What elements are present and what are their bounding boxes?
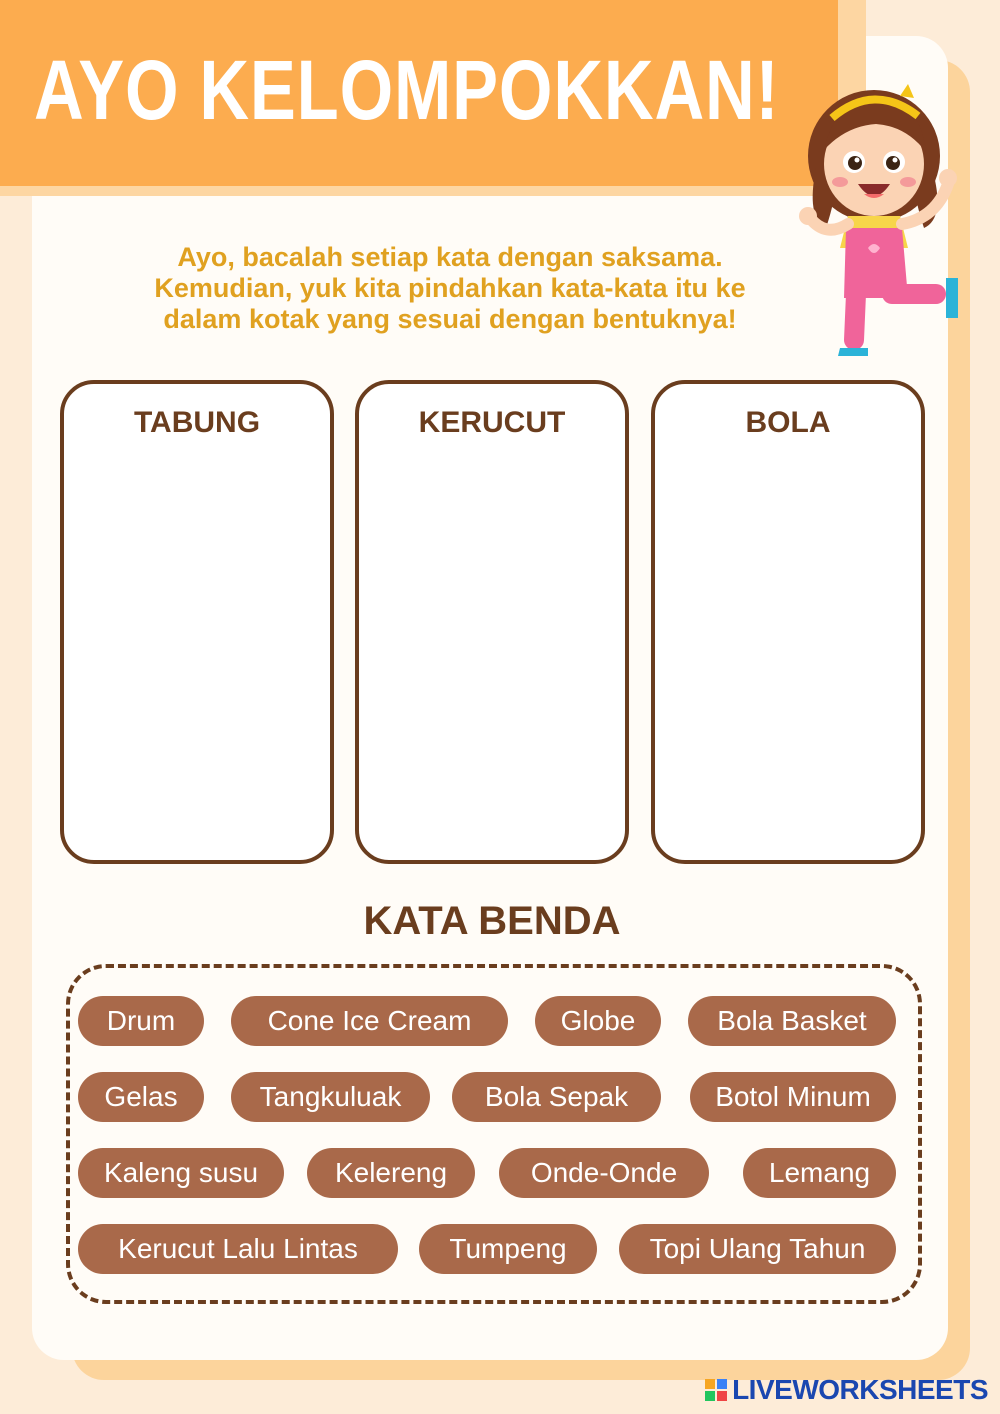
word-chip-cone-ice-cream[interactable]: Cone Ice Cream xyxy=(231,996,508,1046)
drop-zone-tabung[interactable] xyxy=(76,454,318,846)
word-chip-tumpeng[interactable]: Tumpeng xyxy=(419,1224,597,1274)
category-box-bola[interactable] xyxy=(651,380,925,864)
word-chip-drum[interactable]: Drum xyxy=(78,996,204,1046)
instruction-line-2: Kemudian, yuk kita pindahkan kata-kata itu ke xyxy=(154,273,746,303)
word-chip-kaleng-susu[interactable]: Kaleng susu xyxy=(78,1148,284,1198)
liveworksheets-brand[interactable] xyxy=(704,1374,988,1406)
word-bank-title: KATA BENDA xyxy=(363,899,621,943)
drop-zone-bola[interactable] xyxy=(667,454,909,846)
category-label-bola: BOLA xyxy=(745,406,831,439)
word-chip-onde-onde[interactable]: Onde-Onde xyxy=(499,1148,709,1198)
category-label-kerucut: KERUCUT xyxy=(418,406,566,439)
category-box-kerucut[interactable] xyxy=(355,380,629,864)
word-chip-lemang[interactable]: Lemang xyxy=(743,1148,896,1198)
category-box-tabung[interactable] xyxy=(60,380,334,864)
word-chip-topi-ulang-tahun[interactable]: Topi Ulang Tahun xyxy=(619,1224,896,1274)
instruction-line-3: dalam kotak yang sesuai dengan bentuknya! xyxy=(163,304,737,334)
page-title: AYO KELOMPOKKAN! xyxy=(34,43,780,137)
word-chip-botol-minum[interactable]: Botol Minum xyxy=(690,1072,896,1122)
brand-name: LIVEWORKSHEETS xyxy=(732,1374,988,1405)
word-chip-kelereng[interactable]: Kelereng xyxy=(307,1148,475,1198)
word-chip-bola-sepak[interactable]: Bola Sepak xyxy=(452,1072,661,1122)
word-chip-bola-basket[interactable]: Bola Basket xyxy=(688,996,896,1046)
instruction-line-1: Ayo, bacalah setiap kata dengan saksama. xyxy=(177,242,723,272)
word-chip-globe[interactable]: Globe xyxy=(535,996,661,1046)
word-chip-gelas[interactable]: Gelas xyxy=(78,1072,204,1122)
drop-zone-kerucut[interactable] xyxy=(371,454,613,846)
instruction-text xyxy=(60,242,840,335)
category-label-tabung: TABUNG xyxy=(133,406,261,439)
liveworksheets-logo-icon xyxy=(704,1378,728,1402)
word-chip-kerucut-lalu-lintas[interactable]: Kerucut Lalu Lintas xyxy=(78,1224,398,1274)
word-chip-tangkuluak[interactable]: Tangkuluak xyxy=(231,1072,430,1122)
